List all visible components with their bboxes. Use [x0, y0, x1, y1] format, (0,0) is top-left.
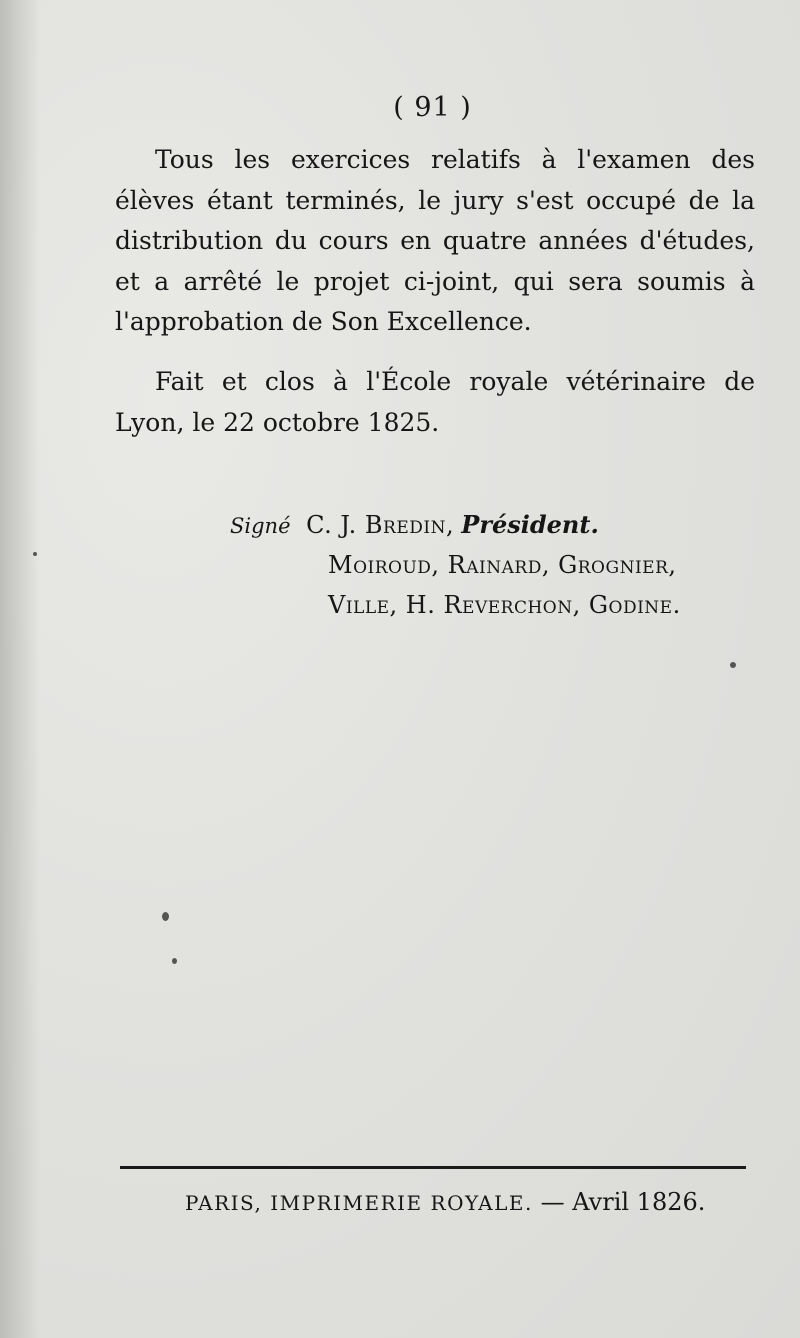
- paper-speck: [162, 912, 169, 921]
- paragraph-text: Tous les exercices relatifs à l'examen des élèves étant terminés, le jury s'est occupé de la distribution du cours en quatre années d'études, et a arrêté le projet ci-joint, qui sera soumis à l'approbation de Son Excellence.: [115, 145, 755, 336]
- page-number: ( 91 ): [393, 92, 472, 123]
- signatories-line-2: Ville, H. Reverchon, Godine.: [328, 591, 681, 619]
- name-separator: ,: [446, 511, 454, 539]
- footer-rule: [120, 1166, 746, 1169]
- paper-speck: [172, 958, 177, 964]
- printer-imprint: [185, 1188, 745, 1216]
- paragraph-jury: [115, 140, 755, 343]
- paragraph-text: Fait et clos à l'École royale vétérinaire de Lyon, le 22 octobre 1825.: [115, 367, 755, 437]
- signatories-line-1: Moiroud, Rainard, Grognier,: [328, 551, 677, 579]
- paper-speck: [730, 662, 736, 668]
- president-title: Président.: [461, 510, 599, 539]
- imprint-date: — Avril 1826.: [540, 1188, 706, 1216]
- printer-name: PARIS, IMPRIMERIE ROYALE.: [185, 1191, 533, 1215]
- signe-label: Signé: [230, 514, 291, 538]
- president-name: C. J. Bredin: [306, 511, 446, 539]
- paper-speck: [33, 552, 37, 556]
- signature-line-president: [230, 505, 599, 546]
- paragraph-closing: [115, 362, 755, 443]
